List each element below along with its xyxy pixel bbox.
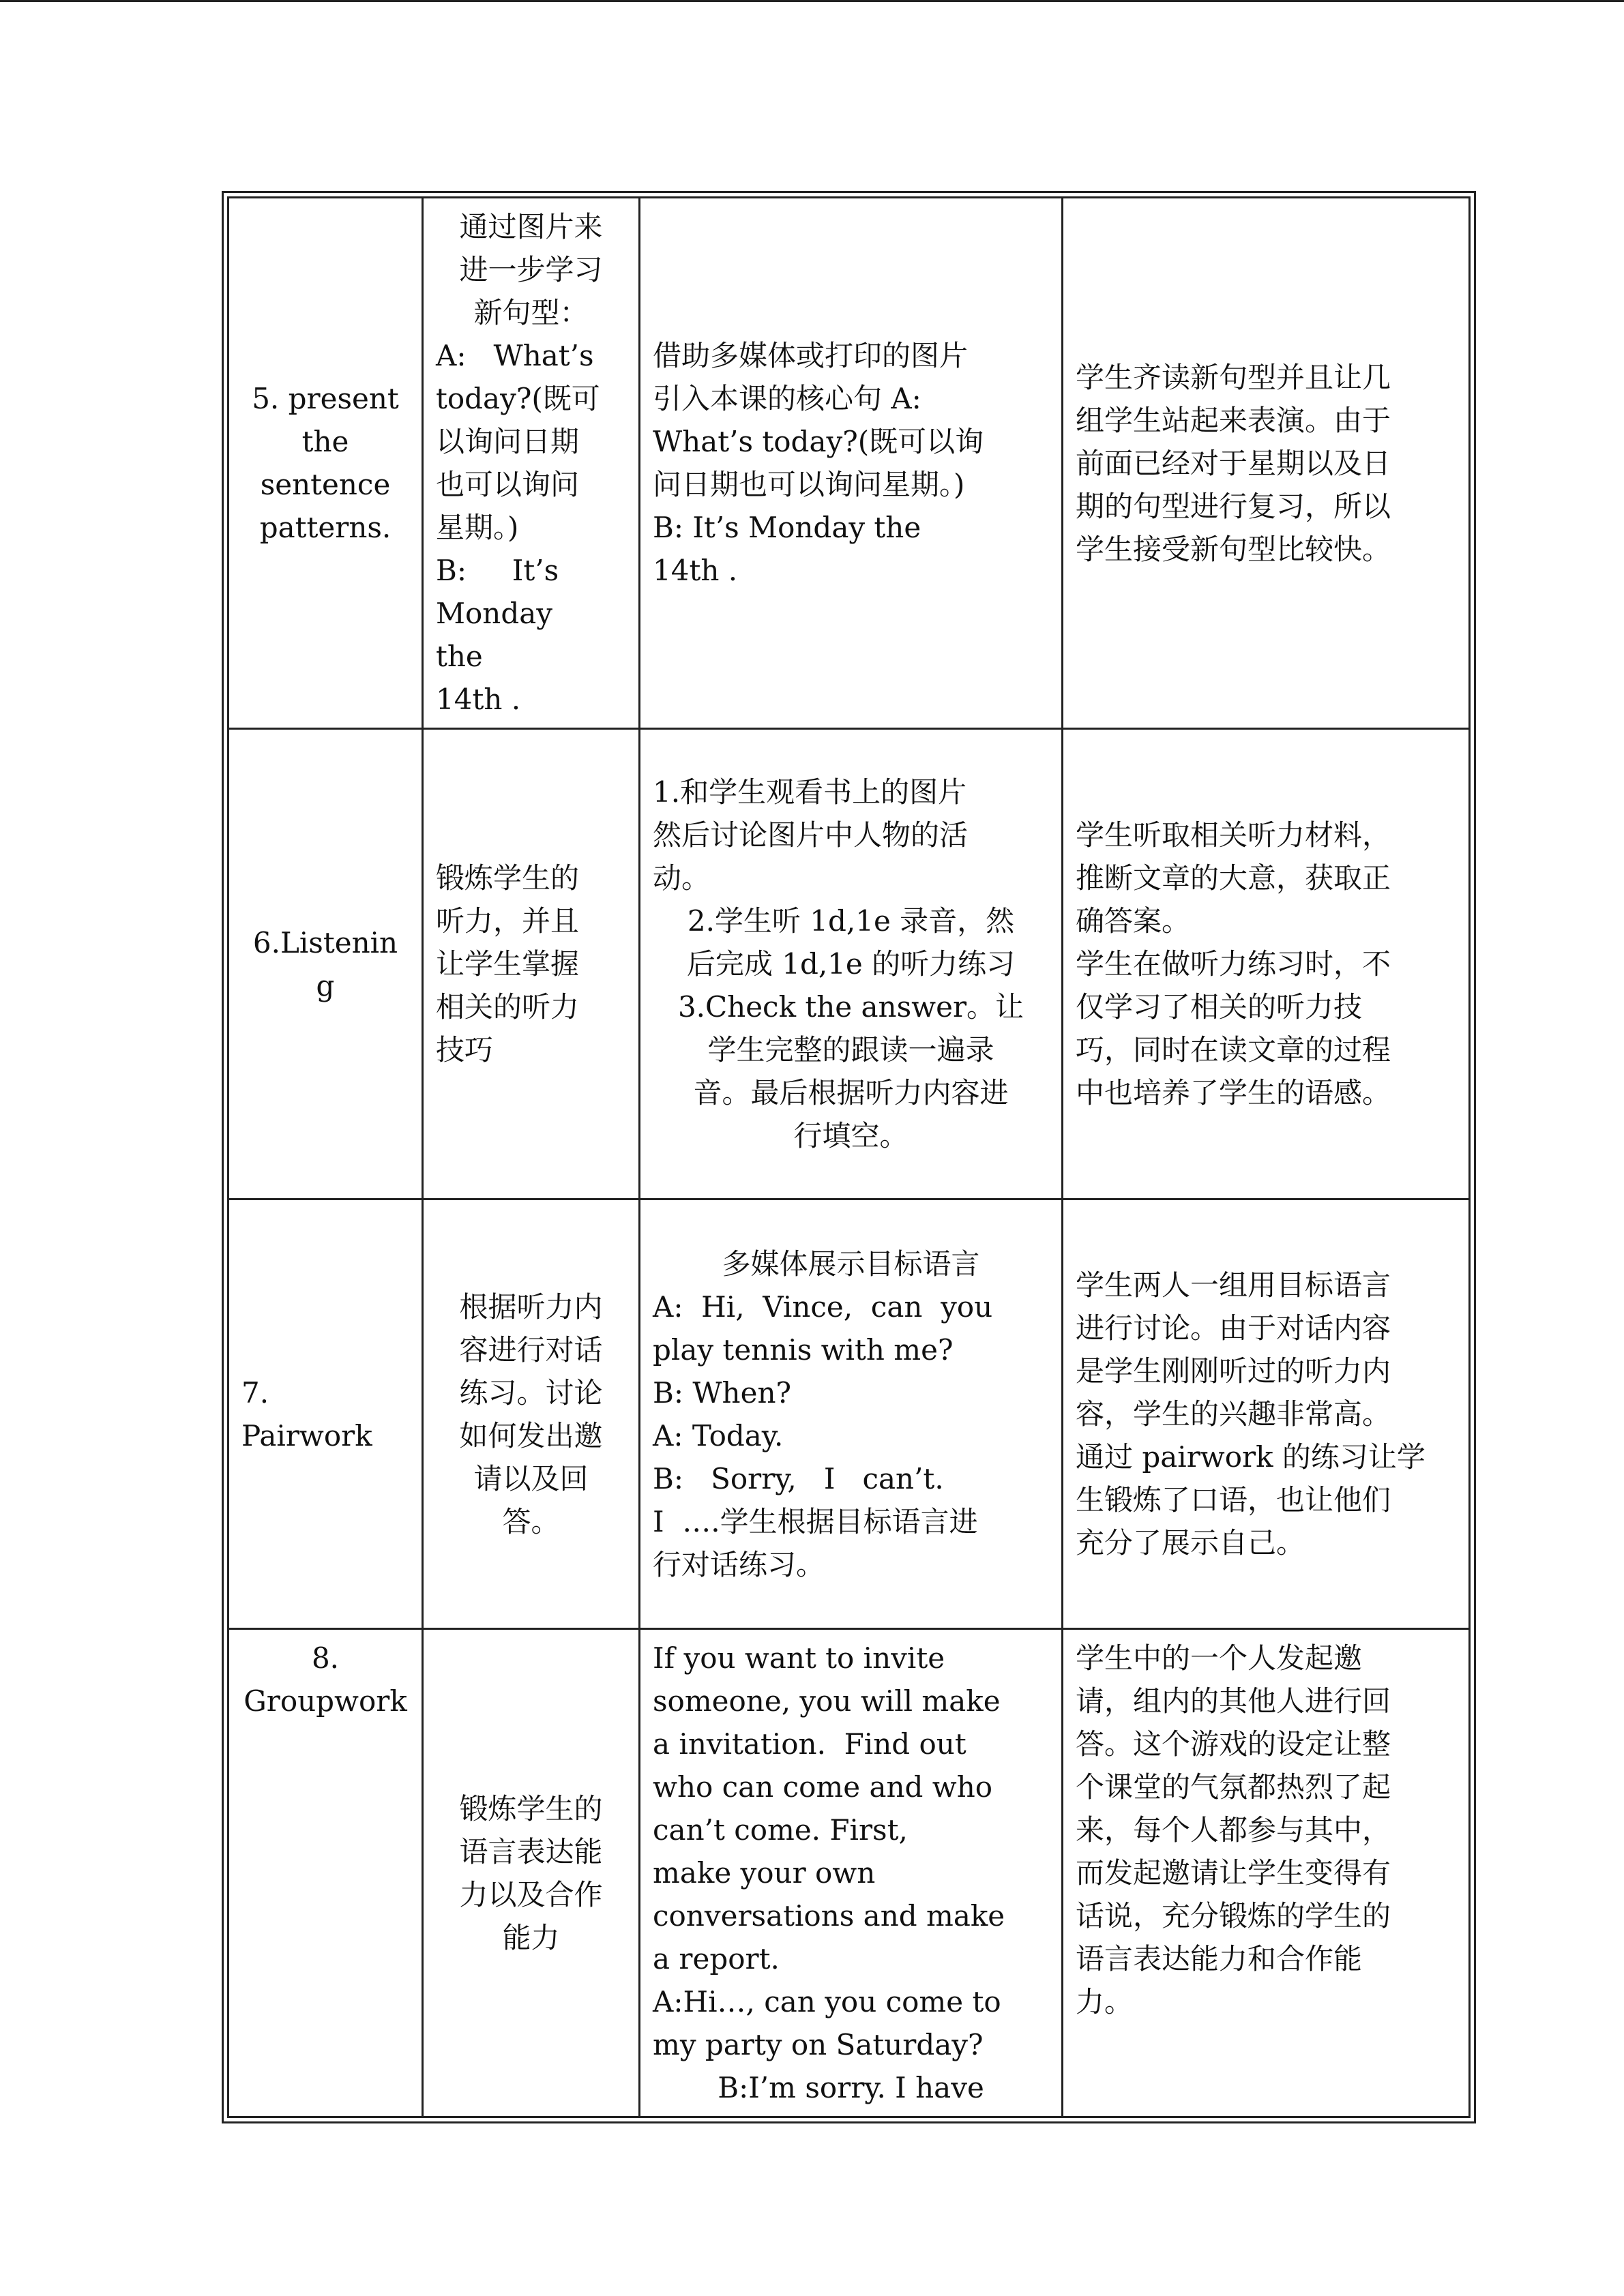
activity-line: my party on Saturday? <box>653 2028 984 2061</box>
intent-line: 充分了展示自己。 <box>1076 1526 1305 1560</box>
intent-line: 来，每个人都参与其中， <box>1076 1813 1391 1847</box>
activity-line: 行填空。 <box>793 1119 909 1152</box>
stage-cell <box>228 729 423 1199</box>
stage-line: Groupwork <box>243 1684 407 1718</box>
activity-line: 借助多媒体或打印的图片 <box>653 339 969 372</box>
purpose-line: 练习。讨论 <box>459 1375 603 1410</box>
intent-line: 语言表达能力和合作能 <box>1076 1942 1363 1976</box>
activity-line: A:Hi…, can you come to <box>653 1985 1001 2018</box>
activity-line: I ….学生根据目标语言进 <box>653 1504 978 1538</box>
intent-line: 答。这个游戏的设定让整 <box>1076 1727 1391 1761</box>
activity-line: 多媒体展示目标语言 <box>722 1247 980 1281</box>
activity-line: If you want to invite <box>653 1641 945 1675</box>
intent-line: 期的句型进行复习，所以 <box>1076 489 1391 523</box>
intent-cell <box>1063 1199 1470 1629</box>
intent-line: 学生在做听力练习时，不 <box>1076 947 1391 981</box>
activity-line: 引入本课的核心句 A: <box>653 382 921 415</box>
activity-line: conversations and make <box>653 1899 1005 1933</box>
intent-line: 学生两人一组用目标语言 <box>1076 1268 1391 1302</box>
activity-line: A: Today. <box>653 1418 784 1452</box>
purpose-line: 听力，并且 <box>436 904 580 938</box>
purpose-cell <box>423 729 640 1199</box>
purpose-cell <box>423 198 640 729</box>
intent-line: 通过 pairwork 的练习让学 <box>1076 1440 1426 1474</box>
activity-cell <box>640 729 1063 1199</box>
purpose-cell <box>423 1629 640 2117</box>
stage-line: 5. present <box>252 382 399 415</box>
intent-line: 学生齐读新句型并且让几 <box>1076 360 1391 394</box>
intent-line: 中也培养了学生的语感。 <box>1076 1076 1391 1109</box>
purpose-line: 新句型： <box>473 296 589 329</box>
purpose-line: 技巧 <box>436 1033 494 1067</box>
activity-line: B: It’s Monday the <box>653 511 921 544</box>
stage-line: 6.Listenin <box>252 925 398 959</box>
purpose-line: 答。 <box>502 1504 560 1538</box>
table-row <box>228 1199 1470 1629</box>
stage-cell <box>228 1629 423 2117</box>
intent-line: 学生中的一个人发起邀 <box>1076 1641 1363 1675</box>
activity-line: can’t come. First, <box>653 1813 908 1847</box>
purpose-line: 语言表达能 <box>459 1834 603 1868</box>
purpose-cell <box>423 1199 640 1629</box>
activity-line: someone, you will make <box>653 1684 1001 1718</box>
purpose-line: 14th . <box>436 683 521 716</box>
purpose-line: 相关的听力 <box>436 990 580 1024</box>
purpose-line: 以询问日期 <box>436 425 580 458</box>
intent-line: 仅学习了相关的听力技 <box>1076 990 1363 1024</box>
table-row <box>228 198 1470 729</box>
intent-cell <box>1063 1629 1470 2117</box>
intent-line: 话说，充分锻炼的学生的 <box>1076 1899 1391 1933</box>
purpose-line: B: It’s <box>436 554 559 587</box>
activity-line: What’s today?(既可以询 <box>653 425 984 458</box>
stage-cell <box>228 1199 423 1629</box>
stage-line: patterns. <box>259 511 392 544</box>
purpose-line: Monday the <box>436 597 580 673</box>
purpose-line: 力以及合作 <box>459 1877 603 1911</box>
purpose-line: 星期。) <box>436 511 519 544</box>
purpose-line: 如何发出邀 <box>459 1418 603 1452</box>
stage-line: the <box>301 425 349 458</box>
intent-line: 巧，同时在读文章的过程 <box>1076 1033 1391 1067</box>
purpose-line: today?(既可 <box>436 382 600 415</box>
purpose-line: 根据听力内 <box>459 1289 603 1324</box>
activity-line: B: Sorry, I can’t. <box>653 1461 944 1495</box>
purpose-line: 请以及回 <box>473 1461 589 1495</box>
intent-line: 生锻炼了口语，也让他们 <box>1076 1483 1391 1517</box>
activity-line: 行对话练习。 <box>653 1547 825 1581</box>
stage-line: Pairwork <box>241 1418 372 1452</box>
stage-line: 8. <box>311 1641 340 1675</box>
page-top-rule <box>0 0 1624 2</box>
intent-line: 个课堂的气氛都热烈了起 <box>1076 1770 1391 1804</box>
activity-line: A: Hi, Vince, can you <box>653 1289 993 1324</box>
table-row <box>228 1629 1470 2117</box>
purpose-line: 让学生掌握 <box>436 947 580 981</box>
activity-line: 音。最后根据听力内容进 <box>693 1076 1009 1109</box>
stage-line: g <box>316 968 335 1002</box>
lesson-plan-table <box>227 196 1471 2118</box>
intent-line: 前面已经对于星期以及日 <box>1076 446 1391 480</box>
activity-line: a report. <box>653 1942 780 1976</box>
purpose-line: 能力 <box>502 1920 560 1954</box>
stage-cell <box>228 198 423 729</box>
activity-line: 学生完整的跟读一遍录 <box>707 1033 994 1067</box>
activity-line: make your own <box>653 1856 876 1890</box>
activity-cell <box>640 198 1063 729</box>
purpose-line: A: What’s <box>436 339 594 372</box>
intent-line: 确答案。 <box>1076 904 1191 938</box>
intent-line: 力。 <box>1076 1985 1134 2018</box>
activity-line: 3.Check the answer。让 <box>677 990 1024 1024</box>
intent-line: 是学生刚刚听过的听力内 <box>1076 1354 1391 1388</box>
intent-line: 组学生站起来表演。由于 <box>1076 403 1391 437</box>
activity-line: who can come and who <box>653 1770 993 1804</box>
stage-line: sentence <box>260 468 391 501</box>
intent-line: 推断文章的大意，获取正 <box>1076 861 1391 895</box>
intent-line: 而发起邀请让学生变得有 <box>1076 1856 1391 1890</box>
intent-cell <box>1063 198 1470 729</box>
purpose-line: 锻炼学生的 <box>459 1791 603 1825</box>
intent-line: 容，学生的兴趣非常高。 <box>1076 1397 1391 1431</box>
intent-cell <box>1063 729 1470 1199</box>
activity-line: 然后讨论图片中人物的活 <box>653 818 969 852</box>
purpose-line: 锻炼学生的 <box>436 861 580 895</box>
activity-line: 1.和学生观看书上的图片 <box>653 775 967 809</box>
intent-line: 学生接受新句型比较快。 <box>1076 532 1391 566</box>
activity-cell <box>640 1199 1063 1629</box>
activity-line: B:I’m sorry. I have <box>718 2071 984 2104</box>
purpose-line: 也可以询问 <box>436 468 580 501</box>
activity-line: 后完成 1d,1e 的听力练习 <box>686 947 1016 981</box>
activity-line: 问日期也可以询问星期。) <box>653 468 965 501</box>
activity-line: 2.学生听 1d,1e 录音，然 <box>687 904 1015 938</box>
purpose-line: 容进行对话 <box>459 1332 603 1367</box>
activity-line: B: When? <box>653 1375 792 1410</box>
intent-line: 进行讨论。由于对话内容 <box>1076 1311 1391 1345</box>
activity-line: a invitation. Find out <box>653 1727 966 1761</box>
activity-cell <box>640 1629 1063 2117</box>
stage-line: 7. <box>241 1375 269 1410</box>
purpose-line: 通过图片来 <box>459 210 603 243</box>
intent-line: 学生听取相关听力材料， <box>1076 818 1391 852</box>
table-row <box>228 729 1470 1199</box>
activity-line: 动。 <box>653 861 711 895</box>
intent-line: 请，组内的其他人进行回 <box>1076 1684 1391 1718</box>
activity-line: 14th . <box>653 554 738 587</box>
purpose-line: 进一步学习 <box>459 253 603 286</box>
activity-line: play tennis with me? <box>653 1332 954 1367</box>
